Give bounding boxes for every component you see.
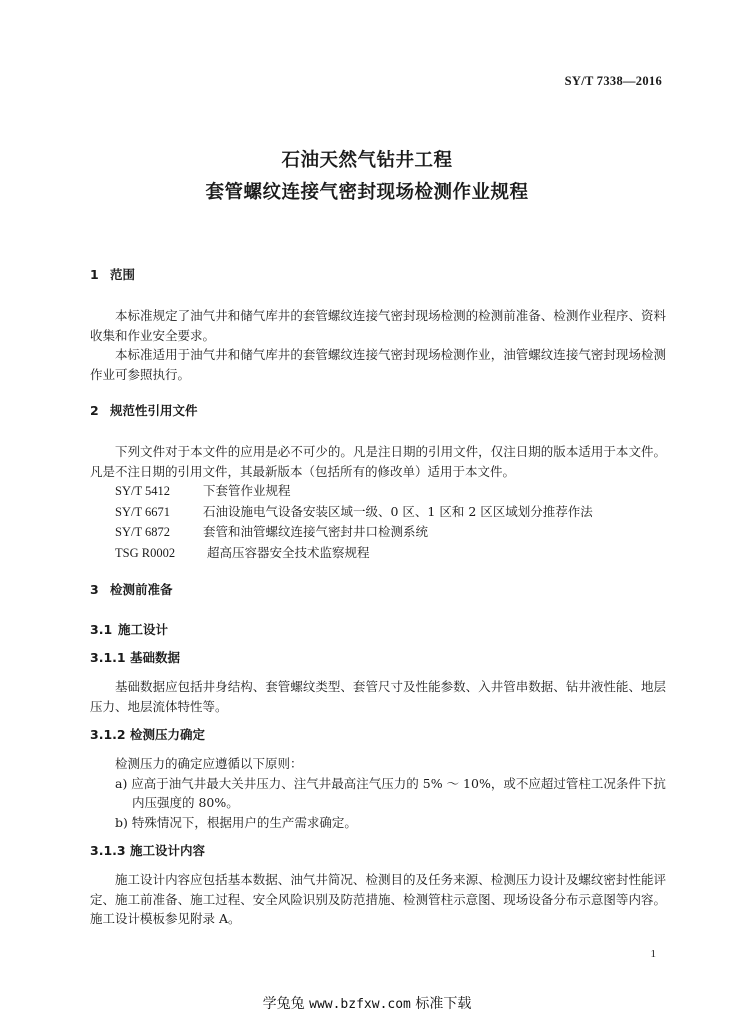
section-number: 3.1.2: [90, 727, 126, 742]
section-number: 1: [90, 267, 99, 282]
section-title: 范围: [110, 267, 136, 282]
section-title: 施工设计内容: [130, 843, 206, 858]
reference-title: 下套管作业规程: [203, 483, 291, 498]
paragraph: 本标准规定了油气井和储气库井的套管螺纹连接气密封现场检测的检测前准备、检测作业程序、资料收集和作业安全要求。: [90, 308, 666, 343]
section-title: 施工设计: [118, 622, 169, 637]
paragraph: 施工设计内容应包括基本数据、油气井简况、检测目的及任务来源、检测压力设计及螺纹密封性能评定、施工前准备、施工过程、安全风险识别及防范措施、检测管柱示意图、现场设备分布示意图等内容。施工设计模板参见附录 A。: [90, 872, 666, 926]
footer-watermark: [0, 993, 734, 1013]
section-number: 3.1.3: [90, 843, 126, 858]
reference-code: SY/T 5412: [115, 484, 170, 498]
reference-title: 套管和油管螺纹连接气密封井口检测系统: [203, 524, 429, 539]
reference-title: 超高压容器安全技术监察规程: [207, 544, 370, 560]
section-number: 3.1: [90, 622, 113, 637]
document-body: [90, 266, 666, 929]
page-number: 1: [650, 948, 656, 960]
section-title: 检测前准备: [110, 582, 173, 597]
section-heading-1: [90, 266, 666, 284]
reference-item: [90, 502, 666, 523]
subsection-heading-3-1-2: [90, 726, 666, 744]
section-heading-2: [90, 402, 666, 420]
section-number: 3: [90, 582, 99, 597]
paragraph: 基础数据应包括井身结构、套管螺纹类型、套管尺寸及性能参数、入井管串数据、钻井液性能、地层压力、地层流体特性等。: [90, 679, 666, 714]
list-item: b) 特殊情况下，根据用户的生产需求确定。: [115, 814, 357, 830]
section-title: 检测压力确定: [130, 727, 206, 742]
subsection-heading-3-1-1: [90, 649, 666, 667]
paragraph: 下列文件对于本文件的应用是必不可少的。凡是注日期的引用文件，仅注日期的版本适用于本文件。凡是不注日期的引用文件，其最新版本（包括所有的修改单）适用于本文件。: [90, 444, 666, 479]
section-number: 2: [90, 403, 99, 418]
standard-code: SY/T 7338—2016: [564, 74, 662, 88]
subsection-heading-3-1: [90, 621, 666, 639]
paragraph: 本标准适用于油气井和储气库井的套管螺纹连接气密封现场检测作业，油管螺纹连接气密封现场检测作业可参照执行。: [90, 347, 666, 382]
section-number: 3.1.1: [90, 650, 126, 665]
subsection-heading-3-1-3: [90, 842, 666, 860]
reference-item: [90, 522, 666, 543]
paragraph: 检测压力的确定应遵循以下原则：: [115, 756, 303, 771]
document-title-line2: 套管螺纹连接气密封现场检测作业规程: [205, 182, 529, 203]
footer-url[interactable]: www.bzfxw.com: [309, 997, 411, 1012]
reference-item: [90, 543, 666, 564]
document-title-line1: 石油天然气钻井工程: [281, 150, 453, 171]
reference-code: SY/T 6872: [115, 525, 170, 539]
reference-code: TSG R0002: [115, 545, 176, 560]
reference-item: [90, 481, 666, 502]
section-heading-3: [90, 581, 666, 599]
reference-title: 石油设施电气设备安装区域一级、0 区、1 区和 2 区区域划分推荐作法: [203, 503, 593, 519]
section-title: 规范性引用文件: [110, 403, 198, 418]
footer-tagline: 标准下载: [415, 996, 472, 1012]
reference-code: SY/T 6671: [115, 504, 170, 519]
list-item: a) 应高于油气井最大关井压力、注气井最高注气压力的 5% ～ 10%，或不应超过管柱工况条件下抗内压强度的 80%。: [115, 775, 666, 810]
footer-site-name: 学兔兔: [262, 996, 305, 1012]
section-title: 基础数据: [130, 650, 181, 665]
